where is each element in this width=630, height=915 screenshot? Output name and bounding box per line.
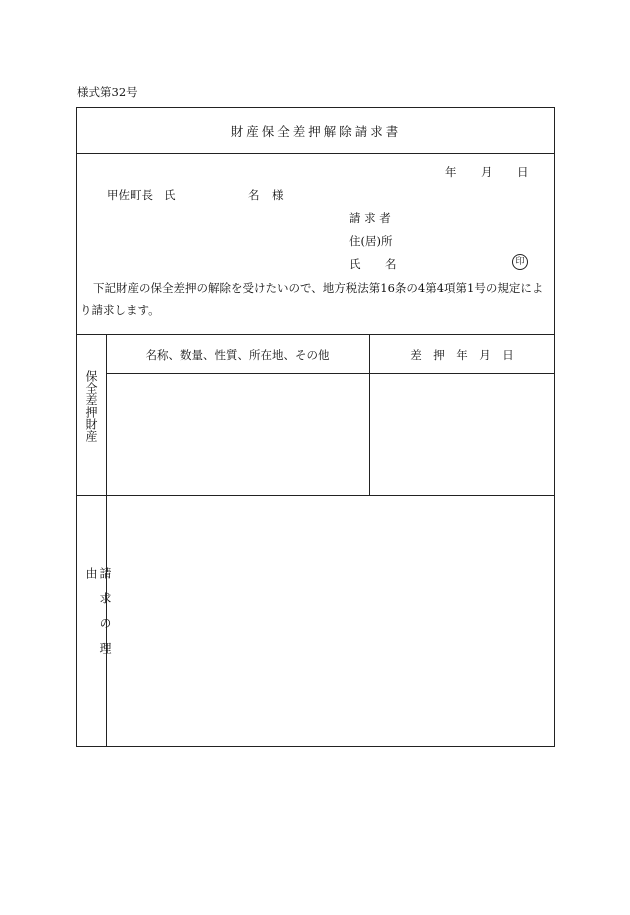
date-day-label: 日 [517, 165, 529, 179]
requester-name-label-1: 氏 [349, 257, 361, 271]
divider-body-bottom [76, 334, 555, 335]
property-col2-header: 差 押 年 月 日 [410, 348, 514, 362]
divider-property-bottom [76, 495, 555, 496]
addressee-name-label: 名 [248, 188, 260, 202]
requester-address-label: 住(居)所 [349, 234, 393, 248]
date-month-label: 月 [481, 165, 493, 179]
requester-name-label-2: 名 [385, 257, 397, 271]
form-number: 様式第32号 [77, 85, 138, 99]
body-text-line-1: 下記財産の保全差押の解除を受けたいので、地方税法第16条の4第4項第1号の規定によ [93, 281, 544, 295]
reason-side-label: 請求の理由 [84, 567, 112, 667]
body-text-line-2: り請求します。 [80, 303, 160, 317]
addressee-mayor: 甲佐町長 [107, 188, 153, 202]
property-col1-header: 名称、数量、性質、所在地、その他 [145, 348, 330, 362]
divider-property-header [106, 373, 555, 374]
addressee-honorific-1: 氏 [164, 188, 176, 202]
addressee-honorific-2: 様 [272, 188, 284, 202]
requester-label: 請 求 者 [349, 211, 391, 225]
divider-title-bottom [76, 153, 555, 154]
property-side-label: 保全差押財産 [84, 370, 98, 442]
seal-mark: 印 [512, 254, 528, 270]
date-year-label: 年 [445, 165, 457, 179]
form-frame [76, 107, 555, 747]
form-title: 財産保全差押解除請求書 [230, 124, 402, 139]
